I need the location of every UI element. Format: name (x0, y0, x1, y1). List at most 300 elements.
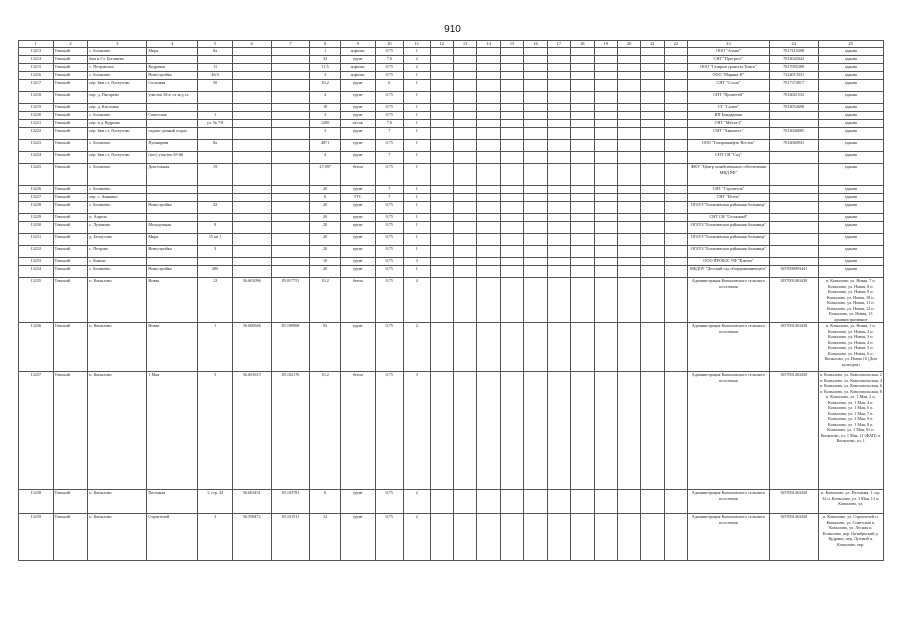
table-cell (594, 234, 617, 246)
table-cell (547, 323, 570, 372)
table-cell (271, 246, 310, 258)
table-cell: здания (818, 92, 883, 104)
table-cell (617, 152, 640, 164)
table-row (19, 186, 884, 194)
table-cell (430, 48, 453, 56)
table-cell (232, 72, 271, 80)
table-cell (641, 186, 664, 194)
table-cell: п. Копылово, ул. Комсомольская, 2 п. Копылово, ул. Комсомольская, 4 п. Копылово, ул. Комсомольская, 6 п. Копылово, ул. Комсомольская, 8 п. Копылово, ул. 1 Мая, 2 п. Копылово, ул. 1 Мая, 4 п. Копылово, ул. 1 Мая, 6 п. Копылово, ул. 1 Мая, 7 п. Копылово, ул. 1 Мая, 9 п. Копылово, ул. 1 Мая, 8 п. Копылово, ул. 1 Мая, 91 п. Копылово, ул. 1 Мая, 11 (ФАП) п. Копылово, ул. 1 (818, 372, 883, 490)
table-cell: Томский (53, 80, 88, 92)
table-cell (641, 72, 664, 80)
table-cell (500, 202, 523, 214)
column-number-cell: 11 (404, 41, 430, 48)
table-cell (547, 246, 570, 258)
table-cell: грунт (340, 80, 375, 92)
table-cell (571, 164, 594, 186)
table-row (19, 128, 884, 140)
table-cell (271, 80, 310, 92)
table-cell: 0,75 (375, 372, 404, 490)
table-cell (453, 258, 476, 266)
table-cell (524, 56, 547, 64)
table-cell (617, 202, 640, 214)
table-cell: 1 (404, 186, 430, 194)
table-cell (477, 202, 500, 214)
table-cell: ОГБУЗ "Богашевская районная больница" (688, 202, 770, 214)
table-cell (271, 64, 310, 72)
table-cell (641, 128, 664, 140)
table-cell (198, 258, 233, 266)
table-cell (641, 104, 664, 112)
table-cell: грунт (340, 112, 375, 120)
table-cell (571, 258, 594, 266)
table-row (19, 140, 884, 152)
table-cell (664, 112, 687, 120)
table-cell (524, 490, 547, 514)
table-cell (453, 278, 476, 323)
table-cell: 1 (404, 194, 430, 202)
table-cell: 56.603451 (232, 490, 271, 514)
table-cell: 7 (375, 186, 404, 194)
table-cell (547, 120, 570, 128)
table-cell (477, 152, 500, 164)
table-cell: 50 (198, 80, 233, 92)
table-row (19, 214, 884, 222)
table-cell (641, 278, 664, 323)
table-cell (594, 140, 617, 152)
table-cell: 85.017751 (271, 278, 310, 323)
table-cell (430, 214, 453, 222)
table-cell (453, 234, 476, 246)
table-cell (271, 56, 310, 64)
table-cell: с. Богашево (88, 202, 147, 214)
table-cell: Кедровая (147, 64, 198, 72)
table-cell (500, 186, 523, 194)
column-number-cell: 7 (271, 41, 310, 48)
table-cell: грунт (340, 214, 375, 222)
table-cell (641, 372, 664, 490)
table-cell (453, 48, 476, 56)
table-cell: Томский (53, 64, 88, 72)
table-cell: 13238 (19, 490, 54, 514)
table-cell: 1057001463430 (769, 372, 818, 490)
table-cell (664, 48, 687, 56)
table-cell (571, 120, 594, 128)
table-cell: 13239 (19, 514, 54, 561)
column-number-cell: 8 (310, 41, 341, 48)
table-cell (500, 514, 523, 561)
column-number-cell: 4 (147, 41, 198, 48)
table-cell (617, 278, 640, 323)
table-cell: 0,75 (375, 140, 404, 152)
table-cell: 13219 (19, 104, 54, 112)
table-cell (664, 222, 687, 234)
table-cell (271, 194, 310, 202)
table-cell: здания (818, 164, 883, 186)
table-cell (547, 490, 570, 514)
table-cell (453, 222, 476, 234)
table-cell (430, 164, 453, 186)
table-cell: 13236 (19, 323, 54, 372)
table-cell (271, 120, 310, 128)
table-cell: с. Богашево (88, 112, 147, 120)
table-cell: 13224 (19, 152, 54, 164)
table-cell (617, 222, 640, 234)
table-cell (547, 202, 570, 214)
table-cell: бетон (340, 278, 375, 323)
table-cell (477, 372, 500, 490)
table-cell (571, 194, 594, 202)
table-row (19, 278, 884, 323)
table-cell (271, 112, 310, 120)
table-cell (617, 112, 640, 120)
table-cell: 1 (198, 112, 233, 120)
table-cell (594, 514, 617, 561)
table-cell (477, 72, 500, 80)
table-cell (547, 152, 570, 164)
table-cell (198, 92, 233, 104)
table-cell: Томский (53, 234, 88, 246)
table-cell: Песчаная (147, 490, 198, 514)
table-cell: 27,097 (310, 164, 341, 186)
table-cell: пер. д. Кисловка (88, 104, 147, 112)
table-cell: СНТ "Сосна" (688, 80, 770, 92)
table-cell: 1 (404, 48, 430, 56)
table-cell (547, 128, 570, 140)
table-cell (641, 164, 664, 186)
table-cell: с. Богашево (88, 48, 147, 56)
table-cell: 0,75 (375, 72, 404, 80)
table-cell (594, 202, 617, 214)
table-cell (232, 56, 271, 64)
table-cell: Томский (53, 92, 88, 104)
table-cell (453, 92, 476, 104)
table-cell (594, 128, 617, 140)
table-cell: 0,75 (375, 514, 404, 561)
table-cell (571, 246, 594, 258)
table-cell (571, 323, 594, 372)
table-cell: 85.100968 (271, 323, 310, 372)
table-cell: с. Ключи (88, 258, 147, 266)
table-row (19, 194, 884, 202)
table-cell: Томский (53, 72, 88, 80)
table-cell: ООО ПРОБОС РФ "Ключи" (688, 258, 770, 266)
table-cell (594, 214, 617, 222)
table-cell: грунт (340, 202, 375, 214)
table-cell: здания (818, 56, 883, 64)
table-cell: ОГБУЗ "Богашевская районная больница" (688, 246, 770, 258)
table-cell: 1 (404, 214, 430, 222)
table-row (19, 246, 884, 258)
table-cell (430, 202, 453, 214)
table-cell (617, 323, 640, 372)
table-cell (500, 490, 523, 514)
table-row (19, 80, 884, 92)
table-cell: 7014052696 (769, 104, 818, 112)
table-cell: 3 (404, 258, 430, 266)
table-cell (617, 490, 640, 514)
table-cell: 12 (198, 278, 233, 323)
table-cell: 10 (310, 258, 341, 266)
table-cell: 13233 (19, 258, 54, 266)
table-cell (571, 490, 594, 514)
table-cell (769, 194, 818, 202)
table-cell (500, 80, 523, 92)
table-cell: СНТ СН "Сад" (688, 152, 770, 164)
table-cell: 7014042642 (769, 56, 818, 64)
table-cell (500, 72, 523, 80)
table-cell: 0,75 (375, 222, 404, 234)
column-number-cell: 24 (769, 41, 818, 48)
table-cell (547, 258, 570, 266)
table-cell (271, 202, 310, 214)
table-cell (664, 246, 687, 258)
table-row (19, 222, 884, 234)
table-cell: Сосновая (147, 80, 198, 92)
table-cell (500, 104, 523, 112)
table-cell (232, 128, 271, 140)
table-cell (430, 140, 453, 152)
table-cell (271, 140, 310, 152)
table-cell (664, 234, 687, 246)
table-cell (477, 222, 500, 234)
table-cell (271, 164, 310, 186)
table-cell (571, 186, 594, 194)
table-cell: Томский (53, 202, 88, 214)
table-cell: здания (818, 72, 883, 80)
table-cell (547, 194, 570, 202)
table-cell: 20 (310, 246, 341, 258)
table-cell (547, 186, 570, 194)
table-cell (198, 56, 233, 64)
table-cell (571, 202, 594, 214)
table-cell (430, 120, 453, 128)
table-cell (430, 372, 453, 490)
table-cell: здания (818, 48, 883, 56)
table-cell (430, 194, 453, 202)
table-cell (232, 48, 271, 56)
table-cell (477, 323, 500, 372)
table-cell (594, 222, 617, 234)
table-cell: асфальт (340, 72, 375, 80)
table-cell (477, 246, 500, 258)
table-cell (500, 222, 523, 234)
table-cell (617, 120, 640, 128)
table-cell: грунт (340, 490, 375, 514)
table-cell: 1200 (310, 120, 341, 128)
table-cell (617, 214, 640, 222)
table-cell (430, 186, 453, 194)
table-cell (547, 112, 570, 120)
table-cell: с. Лучаново (88, 222, 147, 234)
table-cell (500, 92, 523, 104)
table-cell (641, 214, 664, 222)
table-cell (453, 194, 476, 202)
table-cell (271, 258, 310, 266)
table-cell: п. Копылово, ул. Новая, 1 п. Копылово, ул. Новая, 2 п. Копылово, ул. Новая, 3 п. Копылово, ул. Новая, 4 п. Копылово, ул. Новая, 5 п. Копылово, ул. Новая, 6 п. Копылово, ул. Новая 16 (Дом культуры) (818, 323, 883, 372)
table-cell (453, 490, 476, 514)
table-cell: здания (818, 202, 883, 214)
table-cell (477, 104, 500, 112)
table-cell (453, 72, 476, 80)
table-cell (232, 258, 271, 266)
table-row (19, 164, 884, 186)
table-cell: ООО "Газпром трансгаз Томск" (688, 64, 770, 72)
table-cell: 7014060941 (769, 140, 818, 152)
table-cell (271, 234, 310, 246)
table-cell: ФКУ "Центр хозяйственного обеспечения МВД РФ" (688, 164, 770, 186)
table-cell (641, 48, 664, 56)
table-cell: 9 (198, 222, 233, 234)
table-cell (617, 372, 640, 490)
table-cell: 7224013331 (769, 72, 818, 80)
table-cell: с. Богашево (88, 164, 147, 186)
table-cell: 1057001463430 (769, 490, 818, 514)
table-cell: Новая (147, 278, 198, 323)
table-cell: грунт (340, 266, 375, 278)
page-number: 910 (444, 24, 461, 35)
table-cell (594, 80, 617, 92)
table-cell (453, 323, 476, 372)
table-cell: здания (818, 112, 883, 120)
table-cell: 1 (404, 152, 430, 164)
table-cell (430, 323, 453, 372)
table-row (19, 112, 884, 120)
table-cell: СНТ "Прометей" (688, 92, 770, 104)
table-cell (594, 64, 617, 72)
column-number-cell: 20 (617, 41, 640, 48)
table-cell (664, 140, 687, 152)
table-cell: 3 (198, 514, 233, 561)
table-cell: п. Копыловo (88, 323, 147, 372)
table-cell (198, 194, 233, 202)
table-cell: 12 (310, 514, 341, 561)
table-cell (430, 246, 453, 258)
table-cell (524, 48, 547, 56)
table-cell: Томский (53, 222, 88, 234)
table-cell: 10,2 (310, 372, 341, 490)
table-cell (430, 490, 453, 514)
table-cell (617, 72, 640, 80)
table-cell (477, 490, 500, 514)
table-cell: ОГБУЗ "Богашевская районная больница" (688, 234, 770, 246)
table-cell (547, 104, 570, 112)
table-cell: 6 (310, 490, 341, 514)
column-number-cell: 1 (19, 41, 54, 48)
table-cell: СТ "Салют" (688, 104, 770, 112)
table-cell: 13213 (19, 48, 54, 56)
table-row (19, 72, 884, 80)
table-cell (500, 56, 523, 64)
table-cell (664, 64, 687, 72)
table-cell: 2 (404, 56, 430, 64)
table-cell (232, 80, 271, 92)
table-cell: 1057001463430 (769, 278, 818, 323)
table-cell (147, 194, 198, 202)
table-cell: 20 (310, 214, 341, 222)
table-cell (477, 164, 500, 186)
table-cell (641, 112, 664, 120)
table-cell (594, 323, 617, 372)
table-cell: 3 (310, 72, 341, 80)
table-cell: 56.601615 (232, 372, 271, 490)
table-cell (453, 128, 476, 140)
table-cell: грунт (340, 128, 375, 140)
table-cell: 3 (404, 372, 430, 490)
table-cell: здания (818, 152, 883, 164)
table-cell (547, 80, 570, 92)
table-cell: 13223 (19, 140, 54, 152)
table-cell (617, 48, 640, 56)
table-cell: Томский (53, 48, 88, 56)
table-cell (232, 246, 271, 258)
table-cell (524, 140, 547, 152)
table-cell (147, 56, 198, 64)
table-cell: грунт (340, 92, 375, 104)
table-cell (617, 266, 640, 278)
table-cell (500, 234, 523, 246)
table-cell (477, 234, 500, 246)
table-cell (271, 214, 310, 222)
table-cell: 20 (310, 186, 341, 194)
table-row (19, 92, 884, 104)
table-cell: д. Белоусово (88, 234, 147, 246)
table-cell: песок (340, 120, 375, 128)
table-cell (769, 214, 818, 222)
table-cell: 0,75 (375, 112, 404, 120)
table-cell: 7017374917 (769, 80, 818, 92)
table-cell: п. Копыловo (88, 514, 147, 561)
table-cell: 56.601096 (232, 278, 271, 323)
table-cell: грунт (340, 152, 375, 164)
table-cell (617, 64, 640, 72)
table-row (19, 120, 884, 128)
table-cell (500, 266, 523, 278)
table-cell (617, 104, 640, 112)
column-number-cell: 9 (340, 41, 375, 48)
table-cell: 13232 (19, 246, 54, 258)
column-number-cell: 2 (53, 41, 88, 48)
table-cell (547, 278, 570, 323)
table-cell (769, 112, 818, 120)
table-cell (594, 186, 617, 194)
table-cell (198, 128, 233, 140)
table-cell (524, 64, 547, 72)
table-cell: здания (818, 128, 883, 140)
table-cell (524, 72, 547, 80)
table-cell: Новостройка (147, 202, 198, 214)
table-cell: здания (818, 234, 883, 246)
column-number-cell: 22 (664, 41, 687, 48)
table-cell (198, 104, 233, 112)
table-row (19, 372, 884, 490)
table-cell (641, 56, 664, 64)
table-cell: грунт (340, 258, 375, 266)
table-cell: здания (818, 140, 883, 152)
table-cell: грунт (340, 234, 375, 246)
table-cell (198, 152, 233, 164)
table-cell (500, 112, 523, 120)
table-cell (594, 278, 617, 323)
table-cell (641, 266, 664, 278)
table-cell: Молодежная (147, 222, 198, 234)
table-cell: (пос) участок 65-66 (147, 152, 198, 164)
table-cell (271, 186, 310, 194)
table-cell (147, 214, 198, 222)
table-cell (664, 92, 687, 104)
table-cell (430, 266, 453, 278)
table-row (19, 234, 884, 246)
table-cell (430, 234, 453, 246)
